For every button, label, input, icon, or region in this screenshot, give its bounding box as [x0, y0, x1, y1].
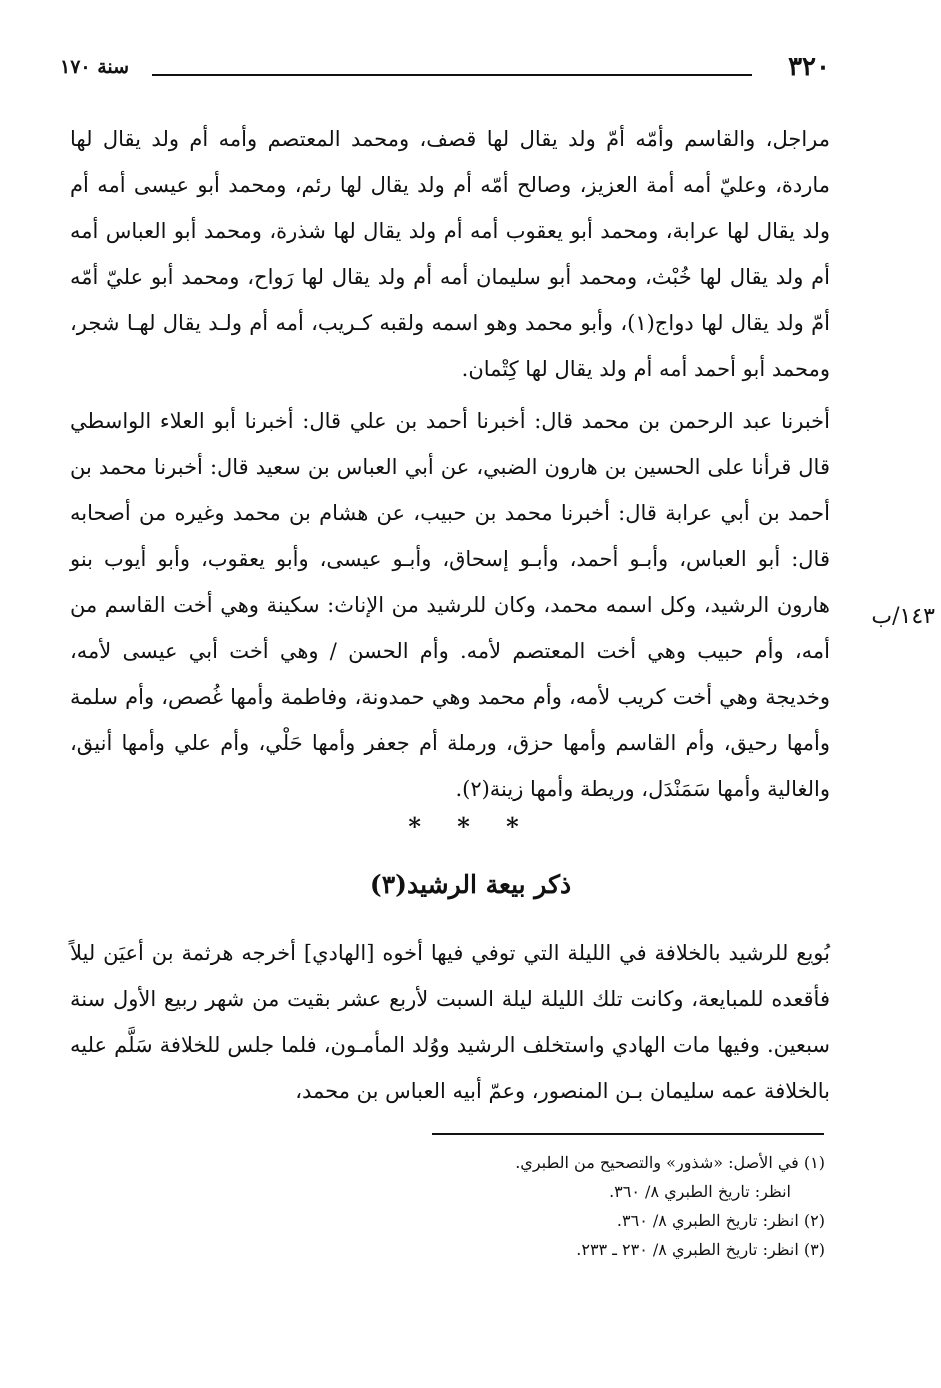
running-head-year: سنة ١٧٠	[60, 56, 130, 78]
paragraph-children-list: مراجل، والقاسم وأمّه أمّ ولد يقال لها قصف، ومحمد المعتصم وأمه أم ولد يقال لها ماردة، وعليّ أمه أمة العزيز، وصالح أمّه أم ولد يقال لها رئم، ومحمد أبو عيسى أمه أم ولد يقال لها عرابة، ومحمد أبو يعقوب أمه أم ولد يقال لها شذرة، ومحمد أبو العباس أمه أم ولد يقال لها خُبْث، ومحمد أبو سليمان أمه أم ولد يقال لها رَواح، ومحمد أبو عليّ أمّه أمّ ولد يقال لها دواج(١)، وأبو محمد وهو اسمه ولقبه كـريب، أمه أم ولـد يقال لهـا شجر، ومحمد أبو أحمد أمه أم ولد يقال لها كِتْمان.	[70, 127, 830, 381]
footnote-2: (٢) انظر: تاريخ الطبري ٨/ ٣٦٠.	[616, 1211, 825, 1230]
paragraph-narration: أخبرنا عبد الرحمن بن محمد قال: أخبرنا أحمد بن علي قال: أخبرنا أبو العلاء الواسطي قال قرأنا على الحسين بن هارون الضبي، عن أبي العباس بن سعيد قال: أخبرنا محمد بن أحمد بن أبي عرابة قال: أخبرنا محمد بن حبيب، عن هشام بن محمد وغيره من أصحابه قال: أبو العباس، وأبـو أحمد، وأبـو إسحاق، وأبـو عيسى، وأبو يعقوب، وأبو أيوب بنو هارون الرشيد، وكل اسمه محمد، وكان للرشيد من الإناث: سكينة وهي أخت القاسم من أمه، وأم حبيب وهي أخت المعتصم لأمه. وأم الحسن / وهي أخت أبي عيسى لأمه، وخديجة وهي أخت كريب لأمه، وأم محمد وهي حمدونة، وفاطمة وأمها غُصص، وأم سلمة وأمها رحيق، وأم القاسم وأمها حزق، ورملة أم جعفر وأمها حَلْي، وأم علي وأمها أنيق، والغالية وأمها سَمَنْدَل، وريطة وأمها زينة(٢).	[70, 409, 830, 801]
paragraph-allegiance: بُويع للرشيد بالخلافة في الليلة التي توفي فيها أخوه [الهادي] أخرجه هرثمة بن أعيَن ليلاً فأقعده للمبايعة، وكانت تلك الليلة ليلة السبت لأربع عشر بقيت من شهر ربيع الأول سنة سبعين. وفيها مات الهادي واستخلف الرشيد ووُلد المأمـون، فلما جلس للخلافة سَلَّم عليه بالخلافة عمه سليمان بـن المنصور، وعمّ أبيه العباس بن محمد،	[70, 941, 830, 1103]
section-separator: * * *	[408, 812, 533, 841]
running-header	[60, 52, 830, 92]
manuscript-folio-note: ١٤٣/ب	[871, 604, 935, 629]
footnote-3: (٣) انظر: تاريخ الطبري ٨/ ٢٣٠ ـ ٢٣٣.	[576, 1240, 825, 1259]
header-rule	[152, 74, 752, 76]
footnote-1-continuation: انظر: تاريخ الطبري ٨/ ٣٦٠.	[609, 1182, 791, 1201]
section-heading: ذكر بيعة الرشيد(٣)	[369, 870, 572, 899]
page-number: ٣٢٠	[788, 52, 830, 82]
footnotes	[300, 1148, 825, 1264]
footnote-1: (١) في الأصل: «شذور» والتصحيح من الطبري.	[515, 1153, 825, 1172]
footnote-rule	[432, 1133, 824, 1135]
